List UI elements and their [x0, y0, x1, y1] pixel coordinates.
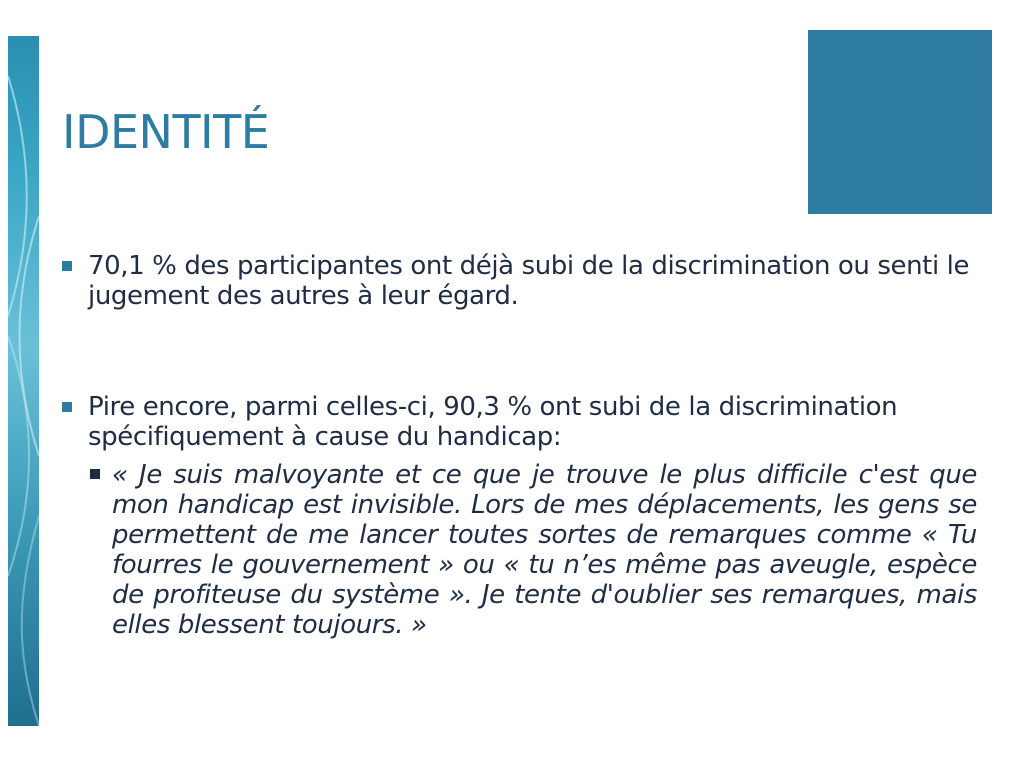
decorative-side-band [8, 36, 39, 726]
square-bullet-icon [62, 261, 72, 271]
wave-pattern-icon [8, 36, 39, 726]
bullet-discrimination-stat [62, 251, 977, 311]
testimonial-quote: « Je suis malvoyante et ce que je trouve le plus difficile c'est que mon handicap est invisible. Lors de mes déplacements, les gens se permettent de me lancer toutes sortes de remarques comme « Tu fourres le gouvernement » ou « tu n’es même pas aveugle, espèce de profiteuse du système ». Je tente d'oublier ses remarques, mais elles blessent toujours. » [112, 460, 977, 640]
bullet-text: Pire encore, parmi celles-ci, 90,3 % ont subi de la discrimination spécifiquement à cause du handicap: [88, 392, 898, 452]
bullet-text: 70,1 % des participantes ont déjà subi de la discrimination ou senti le jugement des autres à leur égard. [88, 251, 970, 311]
slide-title: IDENTITÉ [62, 105, 270, 159]
square-bullet-icon [62, 402, 72, 412]
square-bullet-icon [90, 469, 100, 479]
bullet-handicap-stat [62, 392, 977, 452]
sub-bullet-testimonial [90, 460, 977, 640]
decorative-corner-square [808, 30, 992, 214]
